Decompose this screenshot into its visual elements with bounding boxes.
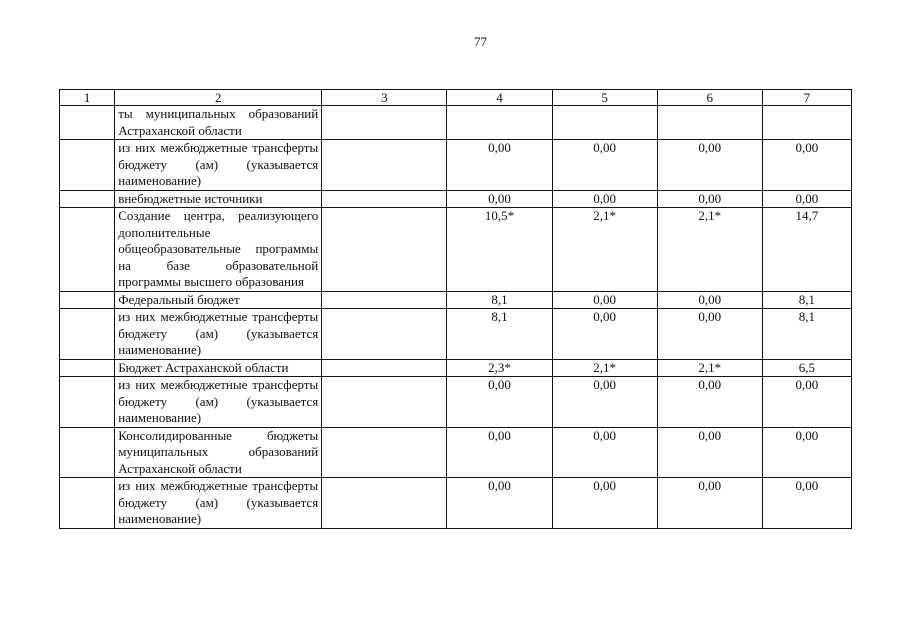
- value-col-6: 0,00: [657, 140, 762, 191]
- value-col-6: 0,00: [657, 190, 762, 208]
- value-col-5: 0,00: [552, 190, 657, 208]
- value-col-5: 2,1*: [552, 359, 657, 377]
- row-number-cell: [60, 106, 115, 140]
- row-number-cell: [60, 140, 115, 191]
- value-col-5: 0,00: [552, 291, 657, 309]
- value-col-6: 0,00: [657, 478, 762, 529]
- value-col-5: 0,00: [552, 140, 657, 191]
- table-row: [60, 291, 852, 309]
- row-number-cell: [60, 291, 115, 309]
- table-row: [60, 478, 852, 529]
- value-col-7: [762, 106, 851, 140]
- table-row: [60, 190, 852, 208]
- header-cell-3: 3: [322, 90, 447, 106]
- description-cell: из них межбюджетные трансферты бюджету (ам) (указывается наименование): [115, 478, 322, 529]
- value-col-7: 0,00: [762, 377, 851, 428]
- budget-table: [59, 89, 852, 529]
- value-col-5: 2,1*: [552, 208, 657, 292]
- value-col-5: 0,00: [552, 309, 657, 360]
- description-cell: внебюджетные источники: [115, 190, 322, 208]
- value-col-7: 8,1: [762, 291, 851, 309]
- row-number-cell: [60, 478, 115, 529]
- description-cell: Создание центра, реализующего дополнительные общеобразовательные программы на базе образовательной программы высшего образования: [115, 208, 322, 292]
- value-col-7: 0,00: [762, 427, 851, 478]
- value-col-7: 8,1: [762, 309, 851, 360]
- description-cell: Бюджет Астраханской области: [115, 359, 322, 377]
- table-row: [60, 359, 852, 377]
- column-3-cell: [322, 106, 447, 140]
- description-cell: из них межбюджетные трансферты бюджету (ам) (указывается наименование): [115, 377, 322, 428]
- column-3-cell: [322, 208, 447, 292]
- row-number-cell: [60, 190, 115, 208]
- value-col-4: [447, 106, 552, 140]
- column-3-cell: [322, 377, 447, 428]
- value-col-4: 8,1: [447, 309, 552, 360]
- row-number-cell: [60, 208, 115, 292]
- column-3-cell: [322, 291, 447, 309]
- table-row: [60, 309, 852, 360]
- value-col-4: 0,00: [447, 478, 552, 529]
- row-number-cell: [60, 377, 115, 428]
- value-col-5: 0,00: [552, 478, 657, 529]
- row-number-cell: [60, 359, 115, 377]
- table-row: [60, 106, 852, 140]
- column-3-cell: [322, 359, 447, 377]
- value-col-4: 0,00: [447, 140, 552, 191]
- table-row: [60, 427, 852, 478]
- table-header-row: [60, 90, 852, 106]
- column-3-cell: [322, 140, 447, 191]
- header-cell-5: 5: [552, 90, 657, 106]
- table-row: [60, 377, 852, 428]
- header-cell-6: 6: [657, 90, 762, 106]
- value-col-5: 0,00: [552, 427, 657, 478]
- value-col-7: 0,00: [762, 478, 851, 529]
- value-col-6: 0,00: [657, 377, 762, 428]
- description-cell: ты муниципальных образований Астраханской области: [115, 106, 322, 140]
- value-col-5: [552, 106, 657, 140]
- value-col-4: 2,3*: [447, 359, 552, 377]
- description-cell: из них межбюджетные трансферты бюджету (ам) (указывается наименование): [115, 140, 322, 191]
- value-col-4: 10,5*: [447, 208, 552, 292]
- value-col-7: 0,00: [762, 140, 851, 191]
- column-3-cell: [322, 309, 447, 360]
- value-col-4: 8,1: [447, 291, 552, 309]
- value-col-4: 0,00: [447, 377, 552, 428]
- column-3-cell: [322, 427, 447, 478]
- description-cell: Консолидированные бюджеты муниципальных образований Астраханской области: [115, 427, 322, 478]
- column-3-cell: [322, 190, 447, 208]
- column-3-cell: [322, 478, 447, 529]
- table-row: [60, 208, 852, 292]
- value-col-6: 2,1*: [657, 359, 762, 377]
- value-col-6: 0,00: [657, 291, 762, 309]
- value-col-6: [657, 106, 762, 140]
- description-cell: из них межбюджетные трансферты бюджету (ам) (указывается наименование): [115, 309, 322, 360]
- value-col-6: 2,1*: [657, 208, 762, 292]
- header-cell-4: 4: [447, 90, 552, 106]
- header-cell-1: 1: [60, 90, 115, 106]
- row-number-cell: [60, 427, 115, 478]
- value-col-6: 0,00: [657, 427, 762, 478]
- row-number-cell: [60, 309, 115, 360]
- page-number: 77: [474, 34, 487, 49]
- value-col-6: 0,00: [657, 309, 762, 360]
- description-cell: Федеральный бюджет: [115, 291, 322, 309]
- value-col-5: 0,00: [552, 377, 657, 428]
- header-cell-2: 2: [115, 90, 322, 106]
- value-col-4: 0,00: [447, 190, 552, 208]
- value-col-7: 6,5: [762, 359, 851, 377]
- table-row: [60, 140, 852, 191]
- value-col-7: 14,7: [762, 208, 851, 292]
- value-col-4: 0,00: [447, 427, 552, 478]
- value-col-7: 0,00: [762, 190, 851, 208]
- header-cell-7: 7: [762, 90, 851, 106]
